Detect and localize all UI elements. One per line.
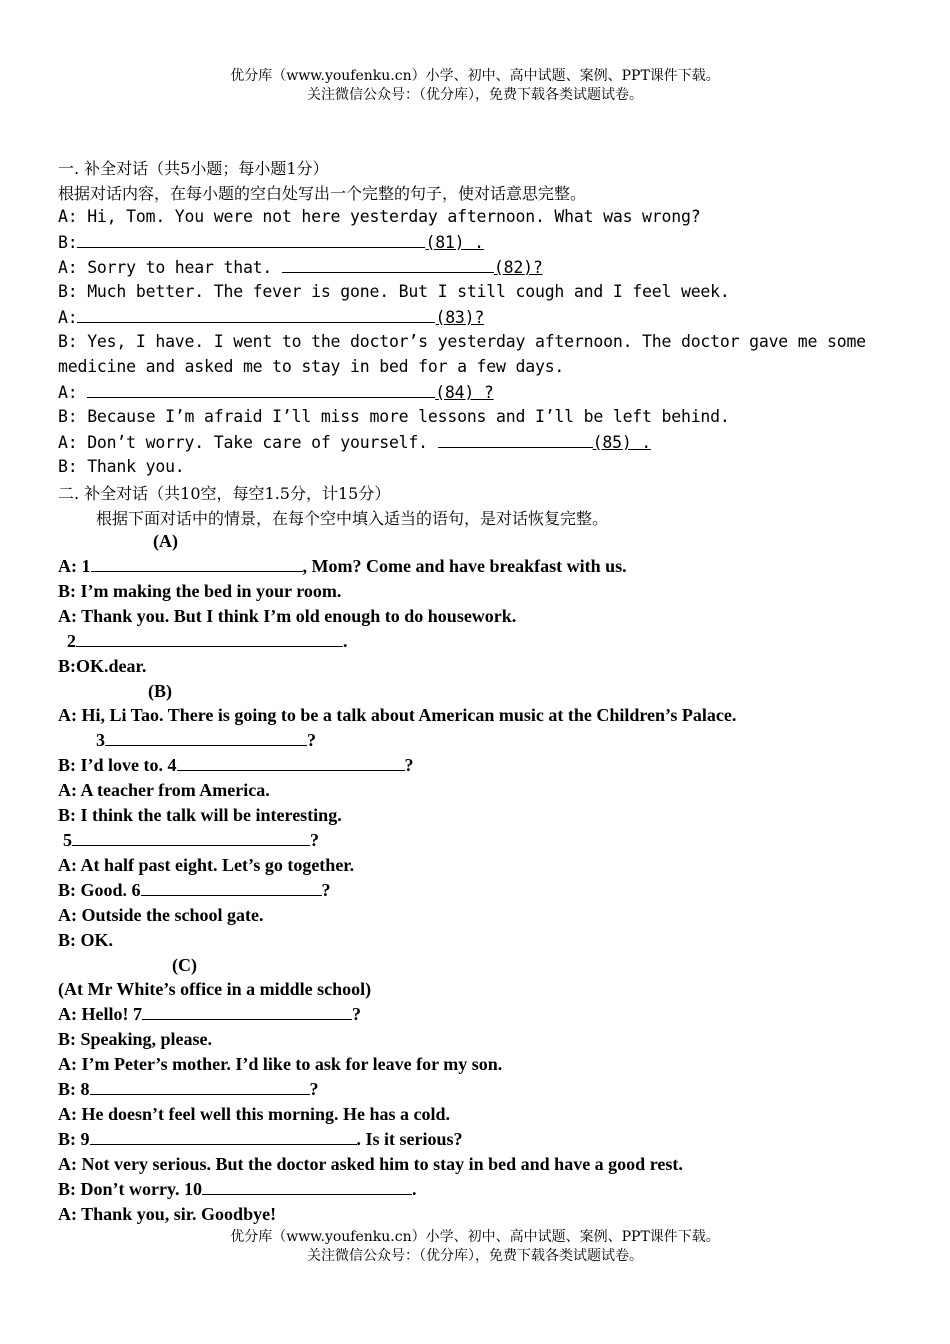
section2-instruction: 根据下面对话中的情景，在每个空中填入适当的语句，是对话恢复完整。: [96, 509, 609, 528]
prefix: A: Don’t worry. Take care of yourself.: [58, 433, 438, 452]
header-line-1: 优分库（www.youfenku.cn）小学、初中、高中试题、案例、PPT课件下载。: [230, 68, 720, 84]
dialog-line-10: [58, 1179, 416, 1200]
prefix: B: Good. 6: [58, 880, 141, 900]
section1-title: 一. 补全对话（共5小题；每小题1分）: [58, 159, 329, 178]
dialog-line: B: Speaking, please.: [58, 1029, 213, 1049]
dialog-line-3: [96, 730, 316, 751]
dialog-line: A: Not very serious. But the doctor asked him to stay in bed and have a good rest.: [58, 1154, 683, 1174]
dialog-line-8: [58, 1079, 319, 1100]
prefix: A: Hello! 7: [58, 1004, 142, 1024]
prefix: 3: [96, 730, 105, 750]
answer-blank-85[interactable]: [438, 432, 593, 448]
dialog-line: B: Thank you.: [58, 457, 185, 476]
dialog-line-9: [58, 1129, 463, 1150]
dialog-line: B: Yes, I have. I went to the doctor’s yesterday afternoon. The doctor gave me some: [58, 332, 866, 351]
answer-blank-83[interactable]: [77, 307, 435, 323]
page-footer: [0, 1228, 950, 1266]
dialog-line: B: Because I’m afraid I’ll miss more lessons and I’ll be left behind.: [58, 407, 730, 426]
section1-instruction: 根据对话内容，在每小题的空白处写出一个完整的句子，使对话意思完整。: [58, 184, 587, 203]
dialog-line-6: [58, 880, 331, 901]
dialog-line: B: I’m making the bed in your room.: [58, 581, 342, 601]
section2-title: 二. 补全对话（共10空，每空1.5分，计15分）: [58, 484, 391, 503]
dialog-line: B: I think the talk will be interesting.: [58, 805, 342, 825]
answer-blank-5[interactable]: [72, 830, 310, 846]
suffix: .: [411, 1179, 417, 1199]
part-c-label: (C): [172, 955, 197, 975]
dialog-line: B: OK.: [58, 930, 114, 950]
dialog-line: medicine and asked me to stay in bed for a few days.: [58, 357, 565, 376]
blank-number-82: (82)?: [493, 258, 543, 277]
page-header: [0, 67, 950, 105]
dialog-line: A: He doesn’t feel well this morning. He has a cold.: [58, 1104, 450, 1124]
dialog-line: A: A teacher from America.: [58, 780, 270, 800]
answer-blank-84[interactable]: [87, 382, 435, 398]
dialog-line-7: [58, 1004, 361, 1025]
blank-number-81: (81) .: [425, 233, 484, 252]
answer-blank-82[interactable]: [282, 257, 494, 273]
footer-line-2: 关注微信公众号：（优分库），免费下载各类试题试卷。: [307, 1248, 643, 1264]
dialog-line: A: Thank you. But I think I’m old enough to do housework.: [58, 606, 517, 626]
prefix: B: 9: [58, 1129, 90, 1149]
answer-blank-8[interactable]: [90, 1079, 310, 1095]
dialog-line: A: Thank you, sir. Goodbye!: [58, 1204, 277, 1224]
suffix: ?: [321, 880, 331, 900]
prefix: 2: [67, 631, 76, 651]
part-a-label: (A): [153, 531, 178, 551]
suffix: .: [343, 631, 348, 651]
prefix: 5: [63, 830, 72, 850]
dialog-line: A: Hi, Li Tao. There is going to be a talk about American music at the Children’s Palace.: [58, 705, 737, 725]
prefix: A: Sorry to hear that.: [58, 258, 282, 277]
prefix: B: 8: [58, 1079, 90, 1099]
prefix: A:: [58, 308, 78, 327]
dialog-line: A: Hi, Tom. You were not here yesterday afternoon. What was wrong?: [58, 207, 701, 226]
dialog-line-82: [58, 257, 543, 277]
prefix: A:: [58, 383, 88, 402]
dialog-line-5: [63, 830, 319, 851]
answer-blank-2[interactable]: [76, 631, 343, 647]
dialog-line: A: I’m Peter’s mother. I’d like to ask for leave for my son.: [58, 1054, 503, 1074]
dialog-line-1: [58, 556, 627, 577]
answer-blank-81[interactable]: [77, 232, 425, 248]
answer-blank-10[interactable]: [202, 1179, 412, 1195]
dialog-line: B: Much better. The fever is gone. But I still cough and I feel week.: [58, 282, 730, 301]
suffix: ?: [309, 1079, 319, 1099]
footer-line-1: 优分库（www.youfenku.cn）小学、初中、高中试题、案例、PPT课件下载。: [230, 1229, 720, 1245]
suffix: , Mom? Come and have breakfast with us.: [302, 556, 627, 576]
part-b-label: (B): [148, 681, 172, 701]
answer-blank-1[interactable]: [91, 556, 303, 572]
dialog-line-4: [58, 755, 414, 776]
dialog-line-85: [58, 432, 651, 452]
blank-number-83: (83)?: [435, 308, 485, 327]
dialog-line-81: [58, 232, 484, 252]
suffix: ?: [351, 1004, 361, 1024]
suffix: ?: [404, 755, 414, 775]
answer-blank-7[interactable]: [142, 1004, 352, 1020]
dialog-line-2: [67, 631, 348, 652]
suffix: ?: [310, 830, 319, 850]
suffix: ?: [307, 730, 316, 750]
dialog-line-83: [58, 307, 484, 327]
blank-number-84: (84) ?: [435, 383, 494, 402]
prefix: B: Don’t worry. 10: [58, 1179, 202, 1199]
header-line-2: 关注微信公众号：（优分库），免费下载各类试题试卷。: [307, 87, 643, 103]
dialog-line: A: Outside the school gate.: [58, 905, 264, 925]
blank-number-85: (85) .: [592, 433, 652, 452]
suffix: . Is it serious?: [356, 1129, 463, 1149]
dialog-line: (At Mr White’s office in a middle school): [58, 979, 372, 999]
answer-blank-4[interactable]: [177, 755, 405, 771]
prefix: B:: [58, 233, 78, 252]
answer-blank-9[interactable]: [90, 1129, 357, 1145]
prefix: B: I’d love to. 4: [58, 755, 177, 775]
prefix: A: 1: [58, 556, 91, 576]
dialog-line-84: [58, 382, 494, 402]
dialog-line: B:OK.dear.: [58, 656, 147, 676]
dialog-line: A: At half past eight. Let’s go together.: [58, 855, 355, 875]
answer-blank-6[interactable]: [141, 880, 322, 896]
answer-blank-3[interactable]: [105, 730, 307, 746]
